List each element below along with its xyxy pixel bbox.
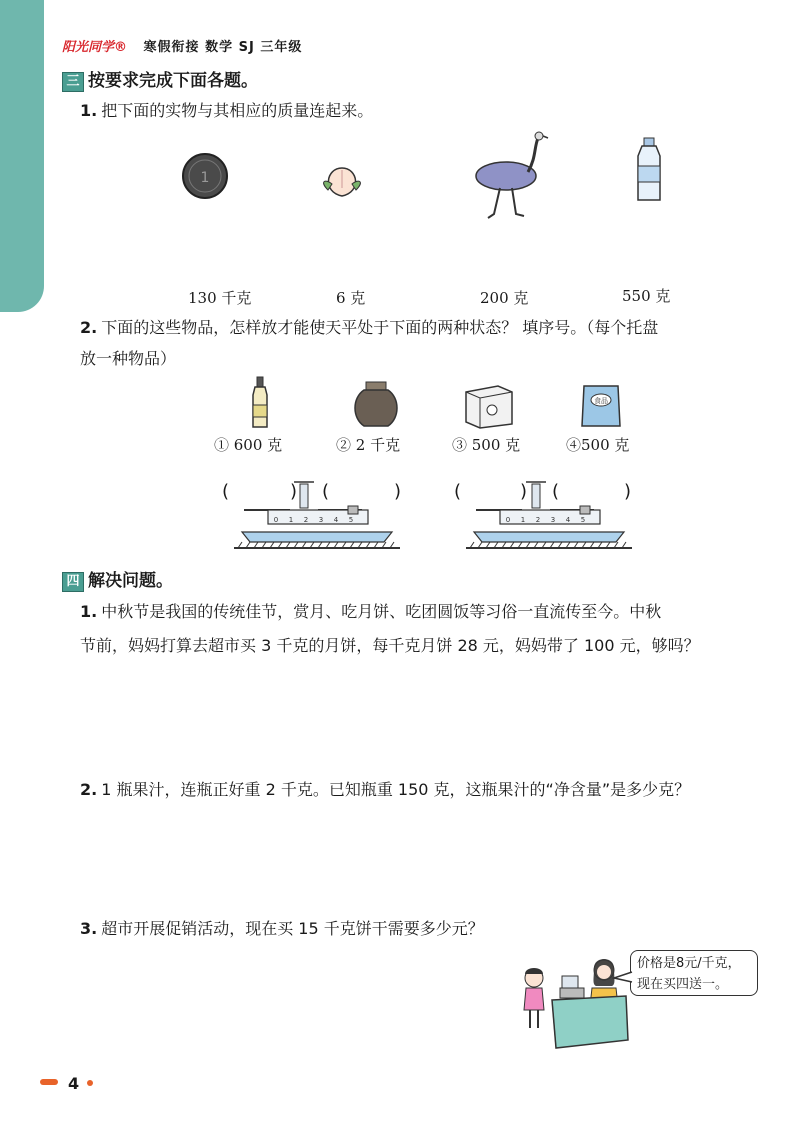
peach-image — [318, 158, 366, 202]
question-text: 把下面的实物与其相应的质量连起来。 — [101, 101, 374, 120]
balance-scale-2 — [464, 476, 634, 554]
scale2-tick-0: 0 — [505, 516, 511, 524]
question-number: 1. — [80, 101, 98, 120]
food-bag-label: 食品 — [594, 397, 608, 405]
mass-label-1: 130 千克 — [188, 289, 252, 307]
question-text: 1 瓶果汁，连瓶正好重 2 千克。已知瓶重 150 克，这瓶果汁的“净含量”是多少克？ — [101, 780, 691, 799]
scale2-tick-1: 1 — [520, 516, 526, 524]
item-label-3: ③ 500 克 — [452, 436, 521, 454]
scale1-tick-1: 1 — [288, 516, 294, 524]
oil-bottle-image — [248, 375, 272, 431]
scale1-tick-5: 5 — [348, 516, 354, 524]
mass-label-3: 200 克 — [480, 289, 529, 307]
page-header — [62, 36, 302, 55]
balance2-left-paren-open: ( — [454, 481, 462, 502]
svg-text:1: 1 — [200, 170, 210, 186]
question-4-1-cont — [80, 631, 700, 661]
question-3-1 — [80, 96, 373, 126]
scale1-tick-3: 3 — [318, 516, 324, 524]
scale1-tick-2: 2 — [303, 516, 309, 524]
coin-image — [175, 150, 235, 200]
brand-logo: 阳光同学® — [62, 40, 128, 55]
question-4-3 — [80, 914, 484, 944]
page-dot-mark — [87, 1080, 93, 1086]
speech-line1: 价格是8元/千克， — [637, 956, 741, 971]
question-text-line1: 中秋节是我国的传统佳节，赏月、吃月饼、吃团圆饭等习俗一直流传至今。中秋 — [101, 602, 662, 621]
balance2-left-paren-close: ) — [520, 481, 528, 502]
jar-image — [350, 378, 402, 430]
balance2-right-paren-close: ) — [624, 481, 632, 502]
question-text-line2: 节前，妈妈打算去超市买 3 千克的月饼，每千克月饼 28 元，妈妈带了 100 元，够吗？ — [80, 636, 700, 655]
question-3-2-cont — [80, 344, 176, 374]
side-tab — [0, 0, 44, 312]
balance1-right-paren-close: ) — [394, 481, 402, 502]
item-label-4: ④500 克 — [566, 436, 630, 454]
question-3-2 — [80, 313, 658, 343]
speech-line2: 现在买四送一。 — [637, 977, 729, 992]
water-bottle-image — [632, 136, 666, 204]
question-text-line1: 下面的这些物品，怎样放才能使天平处于下面的两种状态？ 填序号。（每个托盘 — [101, 318, 659, 337]
balance1-left-paren-open: ( — [222, 481, 230, 502]
supermarket-illustration — [516, 948, 634, 1052]
page-dash-mark — [40, 1079, 58, 1085]
food-bag-image — [578, 382, 624, 430]
scale1-tick-0: 0 — [273, 516, 279, 524]
balance1-left-paren-close: ) — [290, 481, 298, 502]
section-3-title — [62, 66, 258, 92]
question-4-1 — [80, 597, 661, 627]
page-number — [40, 1074, 93, 1093]
question-number: 3. — [80, 919, 98, 938]
mass-label-2: 6 克 — [336, 289, 366, 307]
balance-scale-1 — [232, 476, 402, 554]
question-text-line2: 放一种物品） — [80, 349, 177, 368]
question-text: 超市开展促销活动，现在买 15 千克饼干需要多少元？ — [101, 919, 484, 938]
section-3-number: 三 — [62, 72, 84, 92]
speech-bubble-tail — [612, 970, 634, 984]
scale1-tick-4: 4 — [333, 516, 339, 524]
scale2-tick-3: 3 — [550, 516, 556, 524]
ostrich-image — [468, 128, 558, 224]
scale2-tick-4: 4 — [565, 516, 571, 524]
mass-label-4: 550 克 — [622, 287, 671, 305]
balance2-right-paren-open: ( — [552, 481, 560, 502]
question-number: 2. — [80, 318, 98, 337]
question-number: 2. — [80, 780, 98, 799]
balance1-right-paren-open: ( — [322, 481, 330, 502]
section-4-title-text: 解决问题。 — [88, 571, 173, 591]
price-speech-bubble — [630, 950, 758, 996]
item-label-1: ① 600 克 — [214, 436, 283, 454]
section-3-title-text: 按要求完成下面各题。 — [88, 71, 258, 91]
item-label-2: ② 2 千克 — [336, 436, 401, 454]
header-subtitle: 寒假衔接 数学 SJ 三年级 — [143, 40, 303, 55]
question-4-2 — [80, 775, 690, 805]
page-number-text: 4 — [68, 1074, 80, 1093]
section-4-number: 四 — [62, 572, 84, 592]
scale2-tick-5: 5 — [580, 516, 586, 524]
question-number: 1. — [80, 602, 98, 621]
scale2-tick-2: 2 — [535, 516, 541, 524]
section-4-title — [62, 566, 173, 592]
milk-box-image — [458, 380, 516, 430]
